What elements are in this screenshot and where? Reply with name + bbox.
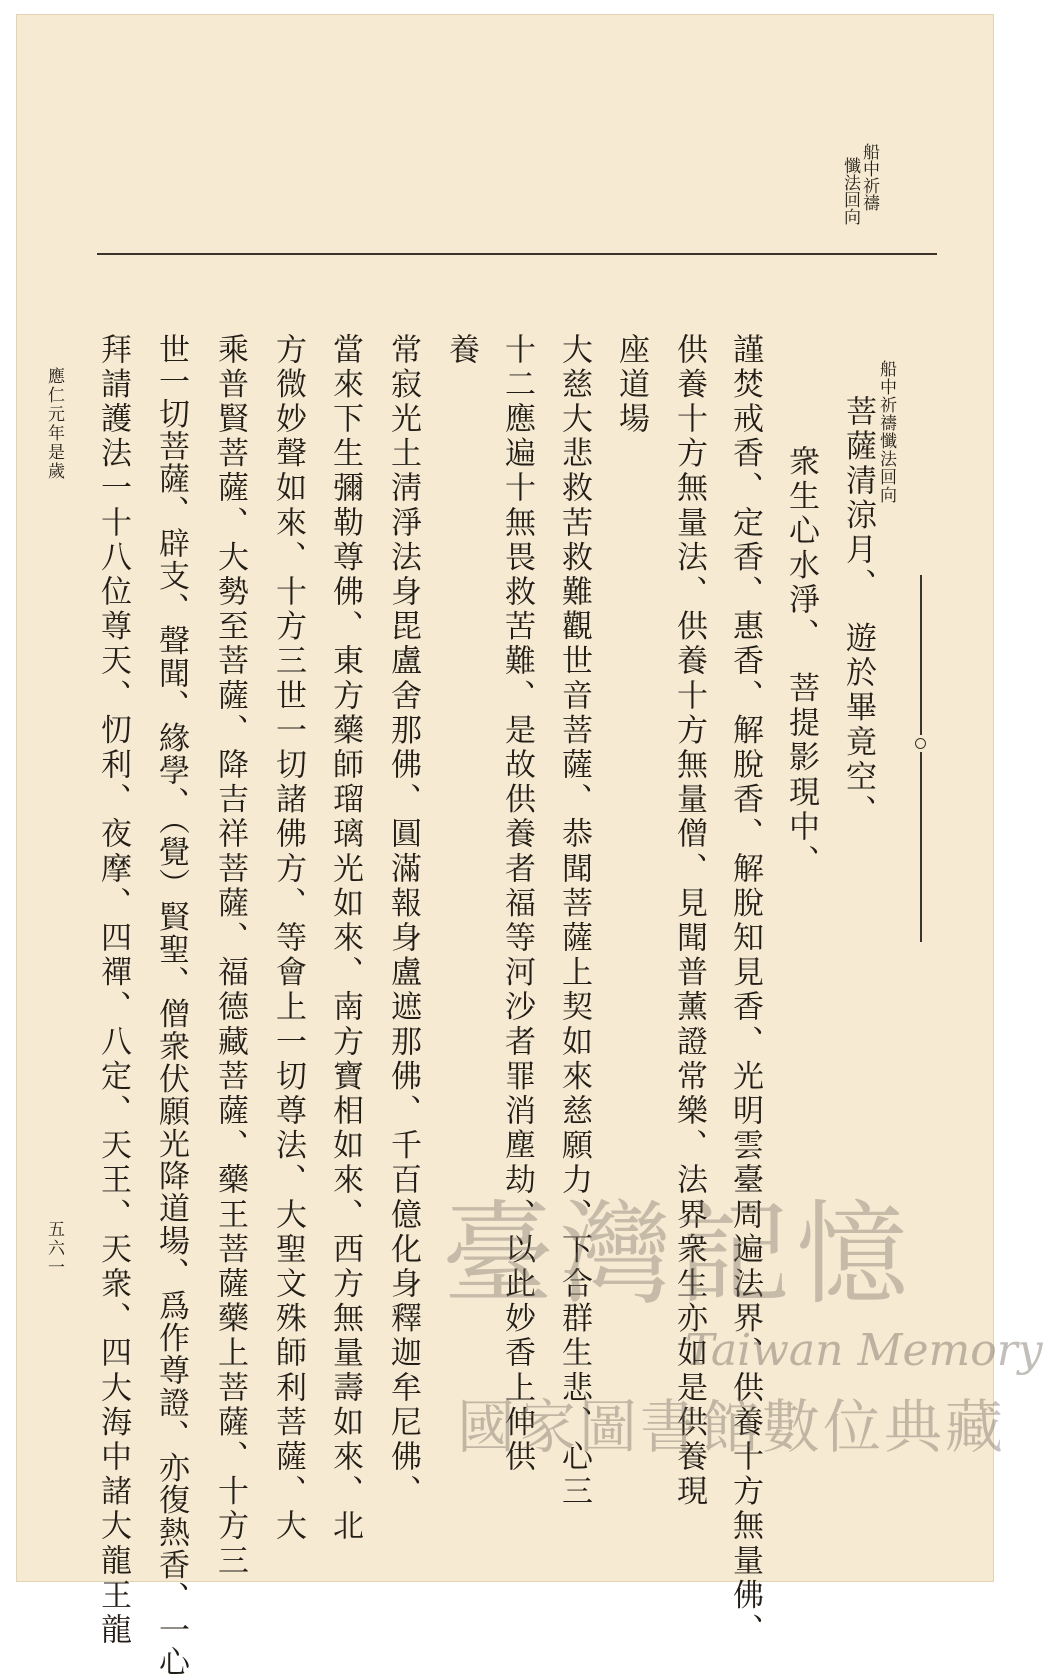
text-column: 常寂光土淸淨法身毘盧舍那佛、圓滿報身盧遮那佛、千百億化身釋迦牟尼佛、	[385, 333, 421, 1510]
text-column: 養	[443, 333, 479, 368]
verse-line-2: 衆生心水淨、 菩提影現中、	[783, 445, 819, 880]
watermark-english: Taiwan Memory	[685, 1325, 1043, 1376]
text-column: 乘普賢菩薩、大勢至菩薩、降吉祥菩薩、福德藏菩薩、藥王菩薩藥上菩薩、十方三	[212, 333, 248, 1579]
running-head-line-1: 船中祈禱	[859, 143, 879, 211]
book-page	[16, 14, 1043, 1678]
text-column: 世一切菩薩、辟支、聲聞、緣學、（覺）賢聖、僧衆伏願光降道場、爲作尊證、亦復熱香、一心	[153, 333, 189, 1678]
watermark-logo-text: 臺灣記憶	[442, 1190, 914, 1320]
running-head-line-2: 懺法回向	[840, 157, 860, 225]
ornamental-rule-bottom	[920, 752, 922, 942]
section-heading: 船中祈禱懺法回向	[876, 360, 896, 504]
ornamental-rule-top	[920, 575, 922, 735]
text-column: 拜請護法一十八位尊天、忉利、夜摩、四禪、八定、天王、天衆、四大海中諸大龍王龍	[95, 333, 131, 1648]
text-column: 謹焚戒香、定香、惠香、解脫香、解脫知見香、光明雲臺周遍法界、供養十方無量佛、	[727, 333, 763, 1648]
header-rule	[97, 253, 937, 255]
text-column: 方微妙聲如來、十方三世一切諸佛方、等會上一切尊法、大聖文殊師利菩薩、大	[270, 333, 306, 1544]
text-column: 大慈大悲救苦救難觀世音菩薩、恭聞菩薩上契如來慈願力、下合群生悲、心三	[556, 333, 592, 1510]
page-number: 五六一	[44, 1220, 64, 1277]
text-column: 十二應遍十無畏救苦難、是故供養者福等河沙者罪消塵劫、以此妙香上伸供	[499, 333, 535, 1475]
text-column: 供養十方無量法、供養十方無量僧、見聞普薰證常樂、法界衆生亦如是供養現	[671, 333, 707, 1510]
text-column: 當來下生彌勒尊佛、東方藥師瑠璃光如來、南方寶相如來、西方無量壽如來、北	[327, 333, 363, 1544]
verse-line-1: 菩薩清涼月、 遊於畢竟空、	[840, 395, 876, 830]
text-column: 座道場	[613, 333, 649, 437]
footer-era-title: 應仁元年是歲	[44, 367, 64, 481]
ornament-icon	[915, 738, 926, 749]
watermark-institution: 國家圖書館數位典藏	[457, 1393, 1007, 1461]
